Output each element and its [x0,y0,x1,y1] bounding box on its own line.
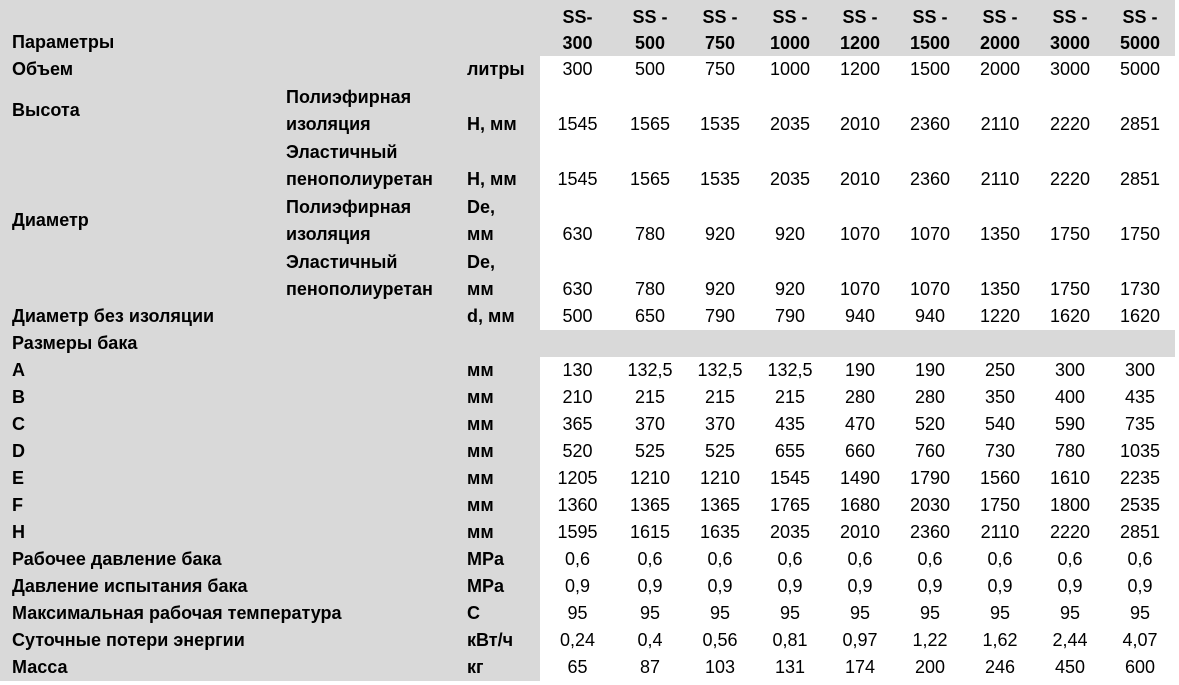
row-label-empty [0,248,282,303]
cell-value: 4,07 [1105,627,1175,654]
cell-value: 246 [965,654,1035,681]
cell-value: 95 [1035,600,1105,627]
row-label: F [0,492,463,519]
row-label: B [0,384,463,411]
column-header: SS - 5000 [1105,0,1175,56]
cell-value: 1680 [825,492,895,519]
row-tank-dim [0,438,1175,465]
cell-value: 1535 [685,83,755,138]
row-unit: De, мм [463,193,540,248]
cell-value: 3000 [1035,56,1105,83]
row-unit: мм [463,492,540,519]
row-tank-dim [0,519,1175,546]
cell-value: 2030 [895,492,965,519]
cell-value: 500 [615,56,685,83]
cell-value: 1790 [895,465,965,492]
row-label: H [0,519,463,546]
row-label: Суточные потери энергии [0,627,463,654]
cell-value: 1500 [895,56,965,83]
column-header: SS - 1200 [825,0,895,56]
row-unit: литры [463,56,540,83]
cell-value: 95 [615,600,685,627]
row-unit: De, мм [463,248,540,303]
cell-value: 2851 [1105,83,1175,138]
cell-value: 435 [1105,384,1175,411]
row-unit: мм [463,465,540,492]
row-label: D [0,438,463,465]
cell-value: 1210 [685,465,755,492]
cell-value: 760 [895,438,965,465]
cell-value: 1750 [965,492,1035,519]
cell-value: 1000 [755,56,825,83]
row-volume [0,56,1175,83]
column-header: SS- 300 [540,0,615,56]
cell-value: 1635 [685,519,755,546]
cell-value: 1,22 [895,627,965,654]
row-mass [0,654,1175,681]
cell-value: 450 [1035,654,1105,681]
row-unit: Н, мм [463,138,540,193]
cell-value: 1350 [965,248,1035,303]
cell-value: 2110 [965,138,1035,193]
cell-value: 780 [1035,438,1105,465]
cell-value: 370 [615,411,685,438]
section-label: Размеры бака [0,330,540,357]
row-label-text: Диаметр [12,210,89,230]
cell-value: 280 [895,384,965,411]
cell-value: 2110 [965,519,1035,546]
cell-value: 131 [755,654,825,681]
cell-value: 95 [1105,600,1175,627]
cell-value: 780 [615,193,685,248]
row-unit: мм [463,357,540,384]
cell-value: 1070 [825,193,895,248]
cell-value: 0,9 [615,573,685,600]
cell-value: 2,44 [1035,627,1105,654]
column-header: SS - 3000 [1035,0,1105,56]
cell-value: 2110 [965,83,1035,138]
row-unit: мм [463,411,540,438]
row-label: Диаметр без изоляции [0,303,463,330]
cell-value: 0,9 [755,573,825,600]
cell-value: 750 [685,56,755,83]
column-header: SS - 750 [685,0,755,56]
cell-value: 0,9 [965,573,1035,600]
cell-value: 300 [1105,357,1175,384]
cell-value: 1,62 [965,627,1035,654]
cell-value: 1565 [615,138,685,193]
cell-value: 500 [540,303,615,330]
row-diameter-bare [0,303,1175,330]
cell-value: 1210 [615,465,685,492]
cell-value: 920 [685,248,755,303]
cell-value: 2010 [825,519,895,546]
cell-value: 1535 [685,138,755,193]
column-header: SS - 1500 [895,0,965,56]
row-label: Масса [0,654,463,681]
cell-value: 1800 [1035,492,1105,519]
cell-value: 95 [895,600,965,627]
cell-value: 0,6 [895,546,965,573]
cell-value: 215 [615,384,685,411]
row-diameter-polyester [0,193,1175,248]
cell-value: 95 [540,600,615,627]
cell-value: 1070 [895,248,965,303]
cell-value: 0,9 [895,573,965,600]
cell-value: 250 [965,357,1035,384]
row-tank-dim [0,492,1175,519]
header-row [0,0,1175,56]
cell-value: 1560 [965,465,1035,492]
cell-value: 1545 [540,83,615,138]
cell-value: 280 [825,384,895,411]
header-label: Параметры [0,0,540,56]
row-height-foam [0,138,1175,193]
cell-value: 1035 [1105,438,1175,465]
cell-value: 0,6 [1035,546,1105,573]
cell-value: 300 [1035,357,1105,384]
cell-value: 590 [1035,411,1105,438]
section-filler [540,330,1175,357]
cell-value: 1360 [540,492,615,519]
cell-value: 735 [1105,411,1175,438]
cell-value: 525 [615,438,685,465]
row-label [0,193,282,248]
cell-value: 435 [755,411,825,438]
cell-value: 0,6 [1105,546,1175,573]
cell-value: 0,97 [825,627,895,654]
cell-value: 5000 [1105,56,1175,83]
cell-value: 132,5 [615,357,685,384]
cell-value: 2220 [1035,138,1105,193]
row-test-pressure [0,573,1175,600]
cell-value: 0,6 [825,546,895,573]
cell-value: 103 [685,654,755,681]
cell-value: 520 [540,438,615,465]
cell-value: 730 [965,438,1035,465]
row-tank-dim [0,357,1175,384]
row-unit: мм [463,384,540,411]
cell-value: 540 [965,411,1035,438]
cell-value: 95 [685,600,755,627]
cell-value: 0,9 [685,573,755,600]
row-unit: кг [463,654,540,681]
cell-value: 940 [895,303,965,330]
cell-value: 87 [615,654,685,681]
cell-value: 1730 [1105,248,1175,303]
cell-value: 0,9 [1105,573,1175,600]
row-label: A [0,357,463,384]
cell-value: 660 [825,438,895,465]
cell-value: 790 [685,303,755,330]
cell-value: 132,5 [755,357,825,384]
cell-value: 2360 [895,138,965,193]
cell-value: 2535 [1105,492,1175,519]
row-diameter-foam [0,248,1175,303]
cell-value: 174 [825,654,895,681]
column-header: SS - 500 [615,0,685,56]
cell-value: 470 [825,411,895,438]
column-header: SS - 1000 [755,0,825,56]
cell-value: 1750 [1105,193,1175,248]
cell-value: 130 [540,357,615,384]
cell-value: 95 [965,600,1035,627]
cell-value: 520 [895,411,965,438]
cell-value: 1615 [615,519,685,546]
cell-value: 2220 [1035,519,1105,546]
cell-value: 1595 [540,519,615,546]
row-label: C [0,411,463,438]
row-label: E [0,465,463,492]
cell-value: 2220 [1035,83,1105,138]
cell-value: 2235 [1105,465,1175,492]
cell-value: 0,6 [685,546,755,573]
row-max-temperature [0,600,1175,627]
cell-value: 920 [755,193,825,248]
row-sublabel: Эластичный пенополиуретан [282,248,463,303]
row-sublabel: Полиэфирная изоляция [282,83,463,138]
cell-value: 2035 [755,138,825,193]
cell-value: 920 [755,248,825,303]
cell-value: 95 [825,600,895,627]
row-label: Объем [0,56,463,83]
cell-value: 2360 [895,83,965,138]
row-label-text: Высота [12,100,80,120]
cell-value: 215 [685,384,755,411]
cell-value: 525 [685,438,755,465]
cell-value: 95 [755,600,825,627]
row-tank-dim [0,465,1175,492]
cell-value: 1205 [540,465,615,492]
cell-value: 600 [1105,654,1175,681]
cell-value: 370 [685,411,755,438]
cell-value: 190 [895,357,965,384]
cell-value: 1765 [755,492,825,519]
row-unit: Н, мм [463,83,540,138]
row-sublabel: Эластичный пенополиуретан [282,138,463,193]
row-tank-dim [0,384,1175,411]
cell-value: 1220 [965,303,1035,330]
cell-value: 1620 [1035,303,1105,330]
row-label [0,83,282,138]
cell-value: 0,6 [755,546,825,573]
cell-value: 300 [540,56,615,83]
cell-value: 1750 [1035,248,1105,303]
cell-value: 200 [895,654,965,681]
row-working-pressure [0,546,1175,573]
row-unit: С [463,600,540,627]
cell-value: 0,6 [965,546,1035,573]
cell-value: 0,4 [615,627,685,654]
cell-value: 132,5 [685,357,755,384]
cell-value: 215 [755,384,825,411]
cell-value: 1545 [755,465,825,492]
cell-value: 1200 [825,56,895,83]
cell-value: 1565 [615,83,685,138]
cell-value: 790 [755,303,825,330]
cell-value: 0,9 [540,573,615,600]
cell-value: 1620 [1105,303,1175,330]
cell-value: 0,9 [1035,573,1105,600]
cell-value: 0,56 [685,627,755,654]
cell-value: 630 [540,248,615,303]
cell-value: 210 [540,384,615,411]
cell-value: 2010 [825,83,895,138]
cell-value: 2000 [965,56,1035,83]
cell-value: 350 [965,384,1035,411]
cell-value: 1365 [685,492,755,519]
row-label: Давление испытания бака [0,573,463,600]
cell-value: 400 [1035,384,1105,411]
cell-value: 0,6 [540,546,615,573]
row-unit: MPa [463,546,540,573]
cell-value: 650 [615,303,685,330]
cell-value: 190 [825,357,895,384]
cell-value: 0,9 [825,573,895,600]
cell-value: 920 [685,193,755,248]
row-unit: кВт/ч [463,627,540,654]
row-tank-dims-header [0,330,1175,357]
row-label: Максимальная рабочая температура [0,600,463,627]
row-height-polyester [0,83,1175,138]
cell-value: 1365 [615,492,685,519]
cell-value: 1070 [895,193,965,248]
cell-value: 780 [615,248,685,303]
cell-value: 2035 [755,519,825,546]
cell-value: 2851 [1105,138,1175,193]
cell-value: 2035 [755,83,825,138]
cell-value: 2851 [1105,519,1175,546]
row-energy-loss [0,627,1175,654]
row-unit: мм [463,519,540,546]
row-unit: мм [463,438,540,465]
cell-value: 1750 [1035,193,1105,248]
cell-value: 1545 [540,138,615,193]
cell-value: 940 [825,303,895,330]
cell-value: 0,81 [755,627,825,654]
row-label-empty [0,138,282,193]
cell-value: 630 [540,193,615,248]
cell-value: 0,6 [615,546,685,573]
row-unit: MPa [463,573,540,600]
cell-value: 365 [540,411,615,438]
cell-value: 1490 [825,465,895,492]
cell-value: 1350 [965,193,1035,248]
cell-value: 2360 [895,519,965,546]
row-label: Рабочее давление бака [0,546,463,573]
row-sublabel: Полиэфирная изоляция [282,193,463,248]
cell-value: 1610 [1035,465,1105,492]
row-unit: d, мм [463,303,540,330]
cell-value: 655 [755,438,825,465]
cell-value: 2010 [825,138,895,193]
cell-value: 65 [540,654,615,681]
row-tank-dim [0,411,1175,438]
cell-value: 1070 [825,248,895,303]
cell-value: 0,24 [540,627,615,654]
column-header: SS - 2000 [965,0,1035,56]
